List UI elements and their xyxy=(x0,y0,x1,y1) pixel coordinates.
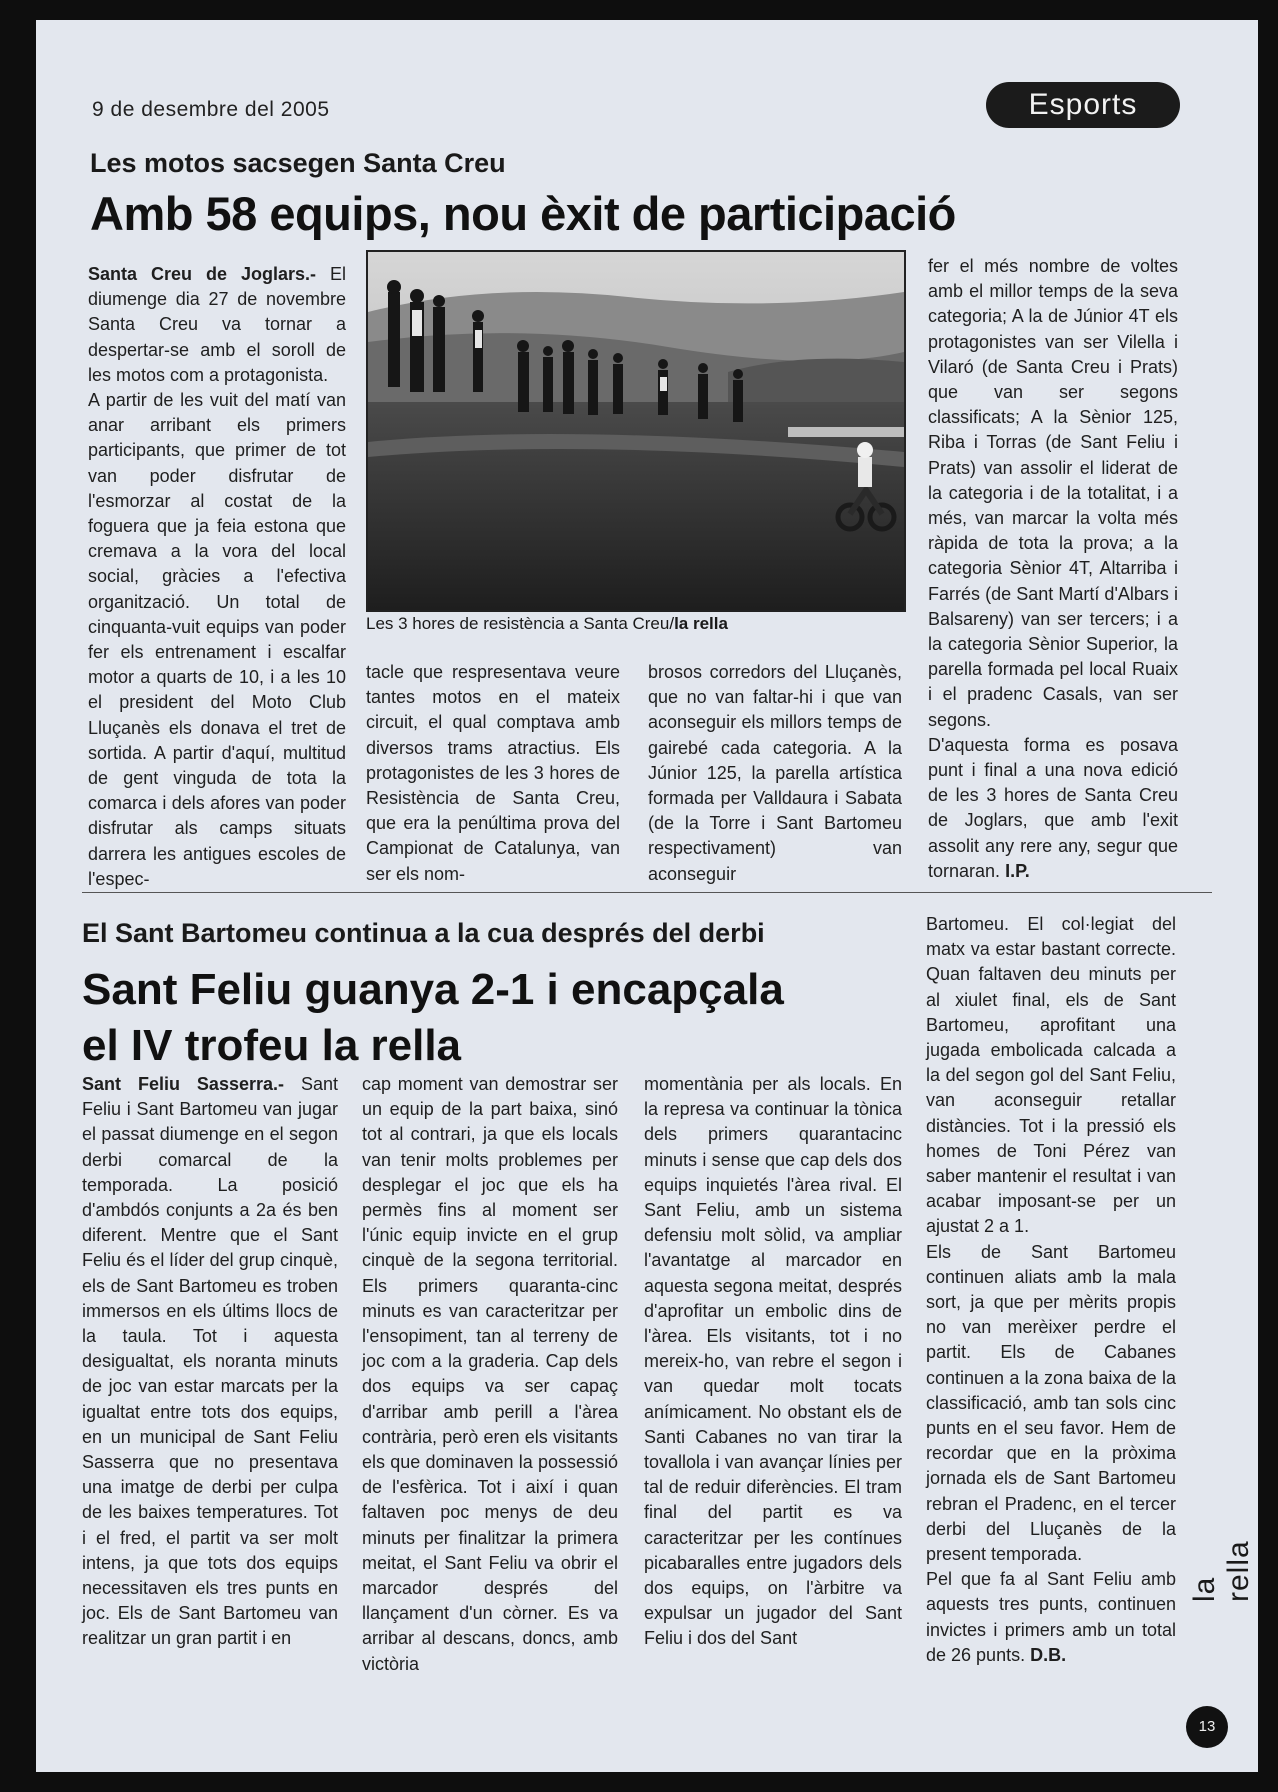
page-number: 13 xyxy=(1186,1706,1228,1748)
article1-signature: I.P. xyxy=(1005,860,1030,881)
article-divider xyxy=(82,892,1212,893)
article1-lead: Santa Creu de Joglars.- xyxy=(88,264,316,284)
photo-caption-text: Les 3 hores de resistència a Santa Creu/ xyxy=(366,614,675,633)
publication-logo: la rella xyxy=(1188,1540,1255,1602)
article2-col4-p3: Pel que fa al Sant Feliu amb aquests tres punts, continuen invictes i primers amb un total de 26 punts. xyxy=(926,1569,1176,1665)
article1-column-4 xyxy=(928,254,1178,884)
article2-headline-line1: Sant Feliu guanya 2-1 i encapçala xyxy=(82,965,784,1014)
article1-col4-p2: D'aquesta forma es posava punt i final a una nova edició de les 3 hores de Santa Creu de Joglars, que amb l'exit assolit any rere any, segur que tornaran. xyxy=(928,734,1178,881)
article1-kicker: Les motos sacsegen Santa Creu xyxy=(90,148,506,178)
article1-col1-p2: A partir de les vuit del matí van anar arribant els primers participants, que primer de tot van poder disfrutar de l'esmorzar al costat de la foguera que ja feia estona que cremava a la vora del local social, gràcies a l'efectiva organització. Un total de cinquanta-vuit equips van poder fer els entrenament i escalfar motor a quarts de 10, i a les 10 el president del Moto Club Lluçanès els donava el tret de sortida. A partir d'aquí, multitud de gent vinguda de tota la comarca i dels afores van poder disfrutar als camps situats darrera les antigues escoles de l'espec- xyxy=(88,390,346,889)
section-badge: Esports xyxy=(986,82,1180,128)
article2-column-1 xyxy=(82,1072,338,1652)
newspaper-page xyxy=(36,20,1258,1772)
article2-col4-p1: Bartomeu. El col·legiat del matx va estar bastant correcte. Quan faltaven deu minuts per al xiulet final, els de Sant Bartomeu, aprofitant una jugada embolicada calcada a la del segon gol del Sant Feliu, van aconseguir retallar distàncies. Tot i la pressió els homes de Toni Pérez van saber mantenir el resultat i van acabar imposant-se per un ajustat 2 a 1. xyxy=(926,914,1176,1237)
motocross-photo-image xyxy=(368,252,904,610)
article2-col4-p2: Els de Sant Bartomeu continuen aliats amb la mala sort, ja que per mèrits propis no van merèixer perdre el partit. Els de Cabanes continuen a la zona baixa de la classificació, amb tan sols cinc punts en el seu favor. Hem de recordar que en la pròxima jornada els de Sant Bartomeu rebran el Pradenc, en el tercer derbi del Lluçanès de la present temporada. xyxy=(926,1241,1176,1565)
article2-column-2: cap moment van demostrar ser un equip de la part baixa, sinó tot al contrari, ja que els locals van tenir molts problemes per desplegar el joc que els ha permès fins al moment ser l'únic equip invicte en el grup cinquè de la segona territorial. Els primers quaranta-cinc minuts es van caracteritzar per l'ensopiment, tan al terreny de joc com a la graderia. Cap dels dos equips va ser capaç d'arribar amb perill a l'àrea contrària, però eren els visitants els que dominaven la possessió de l'esfèrica. Tot i així i quan faltaven poc menys de deu minuts per finalitzar la primera meitat, el Sant Feliu va obrir el marcador després del llançament d'un còrner. Es va arribar al descans, doncs, amb victòria xyxy=(362,1074,618,1674)
article1-column-3: brosos corredors del Lluçanès, que no van faltar-hi i que van aconseguir els millors temps de gairebé cada categoria. A la Júnior 125, la parella artística formada per Valldaura i Sabata (de la Torre i Sant Bartomeu respectivament) van aconseguir xyxy=(648,662,902,884)
article2-lead: Sant Feliu Sasserra.- xyxy=(82,1074,284,1094)
article1-column-1 xyxy=(88,262,346,892)
article2-headline xyxy=(82,962,842,1074)
article2-signature: D.B. xyxy=(1030,1644,1067,1665)
article2-column-3: momentània per als locals. En la represa va continuar la tònica dels primers quarantacinc minuts i sense que cap dels dos equips inquietés l'àrea rival. El Sant Feliu, amb un sistema defensiu molt sòlid, va ampliar l'avantatge al marcador en aquesta segona meitat, després d'aprofitar un embolic dins de l'àrea. Els visitants, tot i no mereix-ho, van rebre el segon i van quedar molt tocats anímicament. No obstant els de Santi Cabanes no van tirar la tovallola i van avançar línies per tal de reduir diferències. El tram final del partit es va caracteritzar per les contínues picabaralles entre jugadors dels dos equips, on l'àrbitre va expulsar un jugador del Sant Feliu i dos del Sant xyxy=(644,1074,902,1649)
article1-headline: Amb 58 equips, nou èxit de participació xyxy=(90,187,956,240)
article1-col1-p1: El diumenge dia 27 de novembre Santa Creu va tornar a despertar-se amb el soroll de les motos com a protagonista. xyxy=(88,264,346,385)
article2-column-4 xyxy=(926,912,1176,1668)
photo-caption xyxy=(366,614,728,634)
article1-column-2: tacle que respresentava veure tantes motos en el mateix circuit, el qual comptava amb diversos trams atractius. Els protagonistes de les 3 hores de Resistència de Santa Creu, que era la penúltima prova del Campionat de Catalunya, van ser els nom- xyxy=(366,662,620,884)
photo-caption-credit: la rella xyxy=(674,614,728,633)
article1-col4-p1: fer el més nombre de voltes amb el millor temps de la seva categoria; A la de Júnior 4T els protagonistes van ser Vilella i Vilaró (de Santa Creu i Prats) que van ser segons classificats; A la Sènior 125, Riba i Torras (de Sant Feliu i Prats) van assolir el liderat de la categoria i de la totalitat, i a més, van marcar la volta més ràpida de tota la prova; a la categoria Sènior 4T, Altarriba i Farrés (de Sant Martí d'Albars i Balsareny) van ser tercers; i a la categoria Sènior Superior, la parella formada pel local Ruaix i el pradenc Casals, van ser segons. xyxy=(928,256,1178,730)
issue-date: 9 de desembre del 2005 xyxy=(92,98,330,121)
article2-kicker: El Sant Bartomeu continua a la cua després del derbi xyxy=(82,918,765,948)
article2-headline-line2: el IV trofeu la rella xyxy=(82,1021,462,1070)
article2-col1: Sant Feliu i Sant Bartomeu van jugar el passat diumenge en el segon derbi comarcal de la temporada. La posició d'ambdós conjunts a 2a és ben diferent. Mentre que el Sant Feliu és el líder del grup cinquè, els de Sant Bartomeu es troben immersos en els últims llocs de la taula. Tot i aquesta desigualtat, els noranta minuts de joc van estar marcats per la igualtat entre tots dos equips, en un municipal de Sant Feliu Sasserra que no presentava una imatge de derbi per culpa de les baixes temperatures. Tot i el fred, el partit va ser molt intens, ja que tots dos equips necessitaven els tres punts en joc. Els de Sant Bartomeu van realitzar un gran partit i en xyxy=(82,1074,338,1649)
motocross-photo xyxy=(366,250,906,612)
